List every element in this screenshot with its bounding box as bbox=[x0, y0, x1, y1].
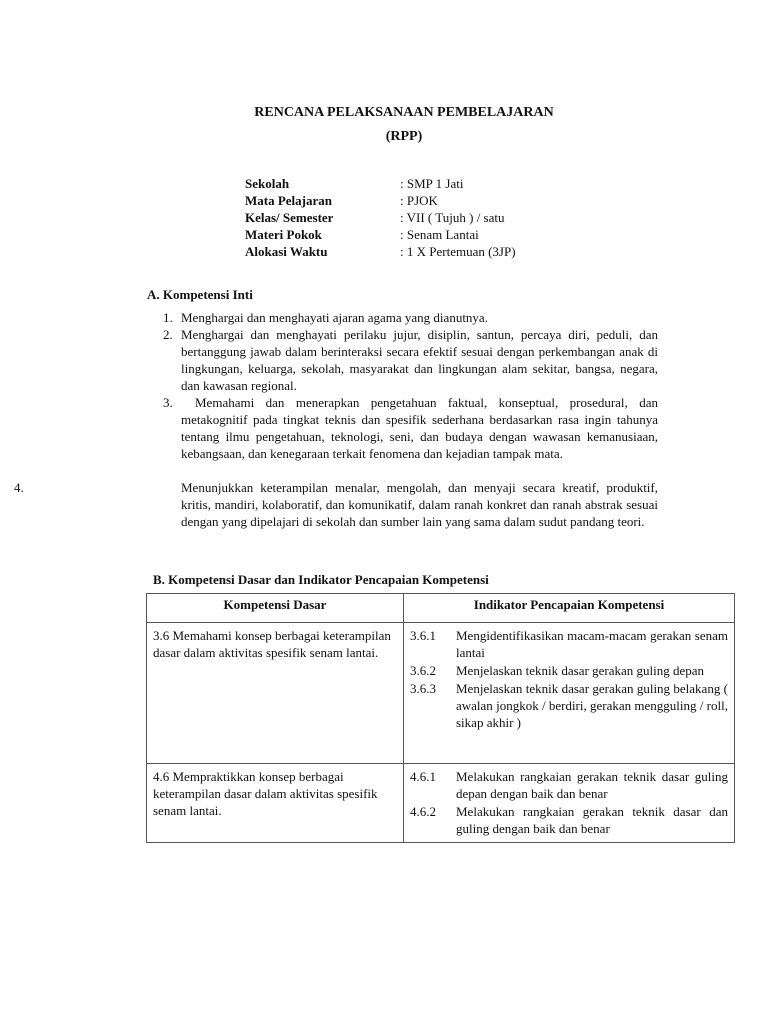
column-header-kd: Kompetensi Dasar bbox=[147, 594, 404, 623]
indicator-text: Menjelaskan teknik dasar gerakan guling depan bbox=[456, 663, 704, 678]
identity-label: Kelas/ Semester bbox=[245, 210, 334, 225]
indicator-cell bbox=[404, 623, 735, 764]
table-row bbox=[147, 764, 735, 843]
column-header-ipk: Indikator Pencapaian Kompetensi bbox=[404, 594, 735, 623]
indicator-text: Melakukan rangkaian gerakan teknik dasar guling depan dengan baik dan benar bbox=[456, 769, 728, 801]
identity-row bbox=[245, 226, 516, 243]
kompetensi-table bbox=[146, 593, 735, 843]
kompetensi-inti-item bbox=[163, 394, 658, 462]
indicator-code: 3.6.3 bbox=[410, 681, 436, 696]
identity-value: : Senam Lantai bbox=[400, 227, 479, 242]
indicator-text: Mengidentifikasikan macam-macam gerakan senam lantai bbox=[456, 628, 728, 660]
item-text: Menunjukkan keterampilan menalar, mengolah, dan menyaji secara kreatif, produktif, kritis, mandiri, kolaboratif, dan komunikatif, dalam ranah konkret dan ranah abstrak sesuai dengan yang dipelajari di sekolah dan sumber lain yang sama dalam sudut pandang teori. bbox=[181, 480, 658, 529]
kd-cell: 4.6 Mempraktikkan konsep berbagai keterampilan dasar dalam aktivitas spesifik senam lantai. bbox=[147, 764, 404, 843]
document-subtitle: (RPP) bbox=[385, 129, 423, 144]
indicator-item bbox=[410, 768, 728, 802]
kompetensi-inti-item bbox=[163, 326, 658, 394]
item-text: Menghargai dan menghayati ajaran agama yang dianutnya. bbox=[181, 310, 488, 325]
identity-label: Alokasi Waktu bbox=[245, 244, 328, 259]
table-header-row bbox=[147, 594, 735, 623]
identity-value: : 1 X Pertemuan (3JP) bbox=[400, 244, 516, 259]
indicator-code: 4.6.2 bbox=[410, 804, 436, 819]
indicator-code: 4.6.1 bbox=[410, 769, 436, 784]
item-number: 2. bbox=[163, 327, 173, 342]
identity-block bbox=[245, 175, 516, 260]
section-a-heading: A. Kompetensi Inti bbox=[147, 287, 253, 302]
indicator-cell bbox=[404, 764, 735, 843]
identity-row bbox=[245, 175, 516, 192]
indicator-text: Melakukan rangkaian gerakan teknik dasar dan guling dengan baik dan benar bbox=[456, 804, 728, 836]
item-text: Menghargai dan menghayati perilaku jujur, disiplin, santun, percaya diri, peduli, dan bertanggung jawab dalam berinteraksi secara efektif sesuai dengan perkembangan anak di lingkungan, keluarga, sekolah, masyarakat dan lingkungan alam sekitar, bangsa, negara, dan kawasan regional. bbox=[181, 327, 658, 393]
identity-value: : PJOK bbox=[400, 193, 438, 208]
identity-label: Mata Pelajaran bbox=[245, 193, 333, 208]
identity-row bbox=[245, 209, 516, 226]
indicator-text: Menjelaskan teknik dasar gerakan guling belakang ( awalan jongkok / berdiri, gerakan mengguling / roll, sikap akhir ) bbox=[456, 681, 728, 730]
section-b-heading: B. Kompetensi Dasar dan Indikator Pencapaian Kompetensi bbox=[153, 572, 489, 587]
item-number: 1. bbox=[163, 310, 173, 325]
indicator-code: 3.6.1 bbox=[410, 628, 436, 643]
indicator-item bbox=[410, 680, 728, 731]
item-number: 3. bbox=[163, 395, 173, 410]
kompetensi-inti-item bbox=[181, 479, 658, 530]
indicator-code: 3.6.2 bbox=[410, 663, 436, 678]
identity-value: : SMP 1 Jati bbox=[400, 176, 464, 191]
item-number: 4. bbox=[14, 480, 24, 495]
document-title: RENCANA PELAKSANAAN PEMBELAJARAN bbox=[254, 105, 554, 120]
table-row bbox=[147, 623, 735, 764]
identity-value: : VII ( Tujuh ) / satu bbox=[400, 210, 505, 225]
identity-label: Sekolah bbox=[245, 176, 290, 191]
identity-label: Materi Pokok bbox=[245, 227, 322, 242]
identity-row bbox=[245, 192, 516, 209]
kd-cell: 3.6 Memahami konsep berbagai keterampilan dasar dalam aktivitas spesifik senam lantai. bbox=[147, 623, 404, 764]
identity-row bbox=[245, 243, 516, 260]
indicator-item bbox=[410, 662, 728, 679]
kompetensi-inti-item bbox=[163, 309, 658, 326]
indicator-item bbox=[410, 803, 728, 837]
indicator-item bbox=[410, 627, 728, 661]
item-text: Memahami dan menerapkan pengetahuan faktual, konseptual, prosedural, dan metakognitif pada tingkat teknis dan spesifik sederhana berdasarkan rasa ingin tahunya tentang ilmu pengetahuan, teknologi, seni, dan budaya dengan wawasan kemanusiaan, kebangsaan, dan kenegaraan terkait fenomena dan kejadian tampak mata. bbox=[181, 395, 658, 461]
